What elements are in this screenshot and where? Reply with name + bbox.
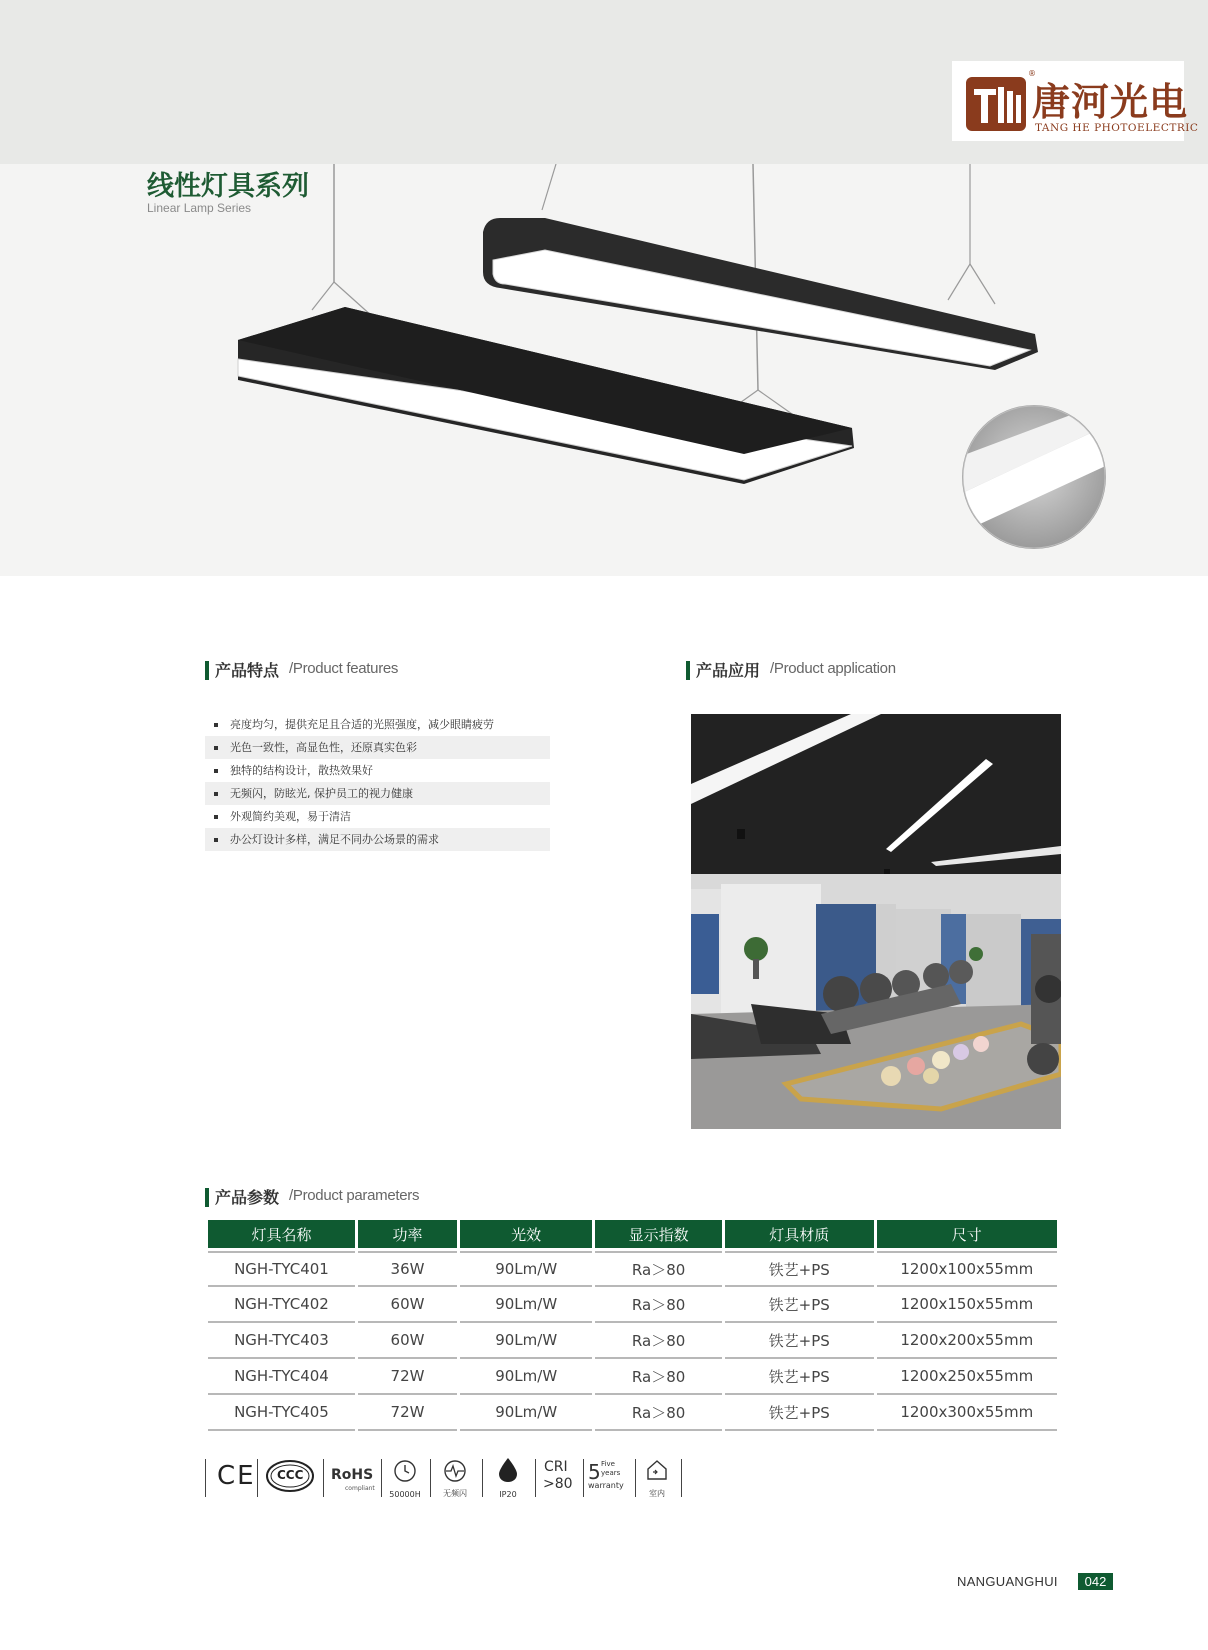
divider: [635, 1459, 636, 1497]
column-header: 显示指数: [595, 1220, 722, 1251]
list-item: 办公灯设计多样，满足不同办公场景的需求: [205, 828, 550, 851]
linear-lamp-illustration: [0, 164, 1208, 576]
table-cell: 36W: [358, 1251, 457, 1287]
footer-brand: NANGUANGHUI: [957, 1574, 1058, 1589]
divider: [257, 1459, 258, 1497]
column-header: 灯具材质: [725, 1220, 874, 1251]
brand-logo-mark-icon: [966, 77, 1026, 131]
indoor-icon: 室内: [640, 1457, 674, 1503]
ip-rating-icon: IP20: [488, 1457, 528, 1503]
bullet-icon: [214, 723, 218, 727]
table-cell: 1200x250x55mm: [877, 1359, 1057, 1395]
bullet-icon: [214, 838, 218, 842]
table-cell: 72W: [358, 1395, 457, 1431]
no-flicker-icon: 无频闪: [435, 1457, 475, 1503]
table-cell: NGH-TYC401: [208, 1251, 355, 1287]
ccc-mark-icon: CCC: [265, 1457, 315, 1503]
bullet-icon: [214, 815, 218, 819]
table-cell: 1200x200x55mm: [877, 1323, 1057, 1359]
heading-accent-bar: [205, 661, 209, 680]
divider: [583, 1459, 584, 1497]
features-heading-en: /Product features: [289, 660, 399, 677]
table-cell: 90Lm/W: [460, 1287, 592, 1323]
params-table: [205, 1220, 1060, 1431]
table-cell: 90Lm/W: [460, 1323, 592, 1359]
series-subtitle: Linear Lamp Series: [147, 201, 252, 215]
brand-logo: [952, 61, 1199, 141]
table-cell: 铁艺+PS: [725, 1287, 874, 1323]
features-heading-cn: 产品特点: [215, 661, 280, 680]
divider: [430, 1459, 431, 1497]
table-cell: Ra＞80: [595, 1323, 722, 1359]
registered-mark: ®: [1028, 69, 1036, 78]
table-cell: 90Lm/W: [460, 1251, 592, 1287]
table-cell: NGH-TYC404: [208, 1359, 355, 1395]
bullet-icon: [214, 792, 218, 796]
application-photo-gym: [691, 714, 1061, 1129]
table-cell: 60W: [358, 1287, 457, 1323]
table-cell: 1200x150x55mm: [877, 1287, 1057, 1323]
table-cell: 90Lm/W: [460, 1359, 592, 1395]
table-cell: 铁艺+PS: [725, 1359, 874, 1395]
bullet-icon: [214, 769, 218, 773]
page-number: 042: [1078, 1573, 1113, 1590]
series-title: 线性灯具系列: [147, 171, 309, 202]
divider: [681, 1459, 682, 1497]
table-cell: 铁艺+PS: [725, 1251, 874, 1287]
divider: [535, 1459, 536, 1497]
table-cell: 铁艺+PS: [725, 1323, 874, 1359]
divider: [323, 1459, 324, 1497]
heading-accent-bar: [205, 1188, 209, 1207]
table-cell: 72W: [358, 1359, 457, 1395]
list-item: 外观简约美观，易于清洁: [205, 805, 550, 828]
params-heading-en: /Product parameters: [289, 1187, 420, 1204]
table-cell: 1200x300x55mm: [877, 1395, 1057, 1431]
table-cell: NGH-TYC402: [208, 1287, 355, 1323]
list-item: 无频闪，防眩光, 保护员工的视力健康: [205, 782, 550, 805]
heading-accent-bar: [686, 661, 690, 680]
certification-icons: [205, 1457, 705, 1503]
table-cell: 60W: [358, 1323, 457, 1359]
list-item: 亮度均匀，提供充足且合适的光照强度，减少眼睛疲劳: [205, 713, 550, 736]
table-row: [208, 1287, 1057, 1323]
table-cell: 90Lm/W: [460, 1395, 592, 1431]
list-item: 独特的结构设计，散热效果好: [205, 759, 550, 782]
divider: [205, 1459, 206, 1497]
table-row: [208, 1359, 1057, 1395]
warranty-icon: 5 Five years warranty: [588, 1460, 624, 1490]
table-cell: Ra＞80: [595, 1287, 722, 1323]
table-cell: NGH-TYC405: [208, 1395, 355, 1431]
divider: [482, 1459, 483, 1497]
table-header-row: [208, 1220, 1057, 1251]
features-list: [205, 713, 550, 851]
column-header: 灯具名称: [208, 1220, 355, 1251]
column-header: 光效: [460, 1220, 592, 1251]
table-row: [208, 1395, 1057, 1431]
cri-icon: CRI >80: [543, 1459, 573, 1492]
rohs-mark-icon: RoHS compliant: [331, 1467, 375, 1492]
table-cell: Ra＞80: [595, 1359, 722, 1395]
ce-mark-icon: CE: [217, 1461, 256, 1491]
list-item: 光色一致性，高显色性，还原真实色彩: [205, 736, 550, 759]
brand-name-cn: 唐河光电: [1032, 79, 1189, 124]
table-cell: Ra＞80: [595, 1395, 722, 1431]
application-heading-cn: 产品应用: [696, 661, 761, 680]
column-header: 功率: [358, 1220, 457, 1251]
divider: [381, 1459, 382, 1497]
hero-product-image: [0, 164, 1208, 576]
params-heading-cn: 产品参数: [215, 1188, 280, 1207]
table-cell: Ra＞80: [595, 1251, 722, 1287]
bullet-icon: [214, 746, 218, 750]
table-row: [208, 1251, 1057, 1287]
brand-name-en: TANG HE PHOTOELECTRIC: [1035, 122, 1199, 134]
table-row: [208, 1323, 1057, 1359]
table-cell: 铁艺+PS: [725, 1395, 874, 1431]
application-heading-en: /Product application: [770, 660, 896, 677]
table-cell: NGH-TYC403: [208, 1323, 355, 1359]
lifespan-icon: 50000H: [385, 1457, 425, 1503]
column-header: 尺寸: [877, 1220, 1057, 1251]
table-cell: 1200x100x55mm: [877, 1251, 1057, 1287]
